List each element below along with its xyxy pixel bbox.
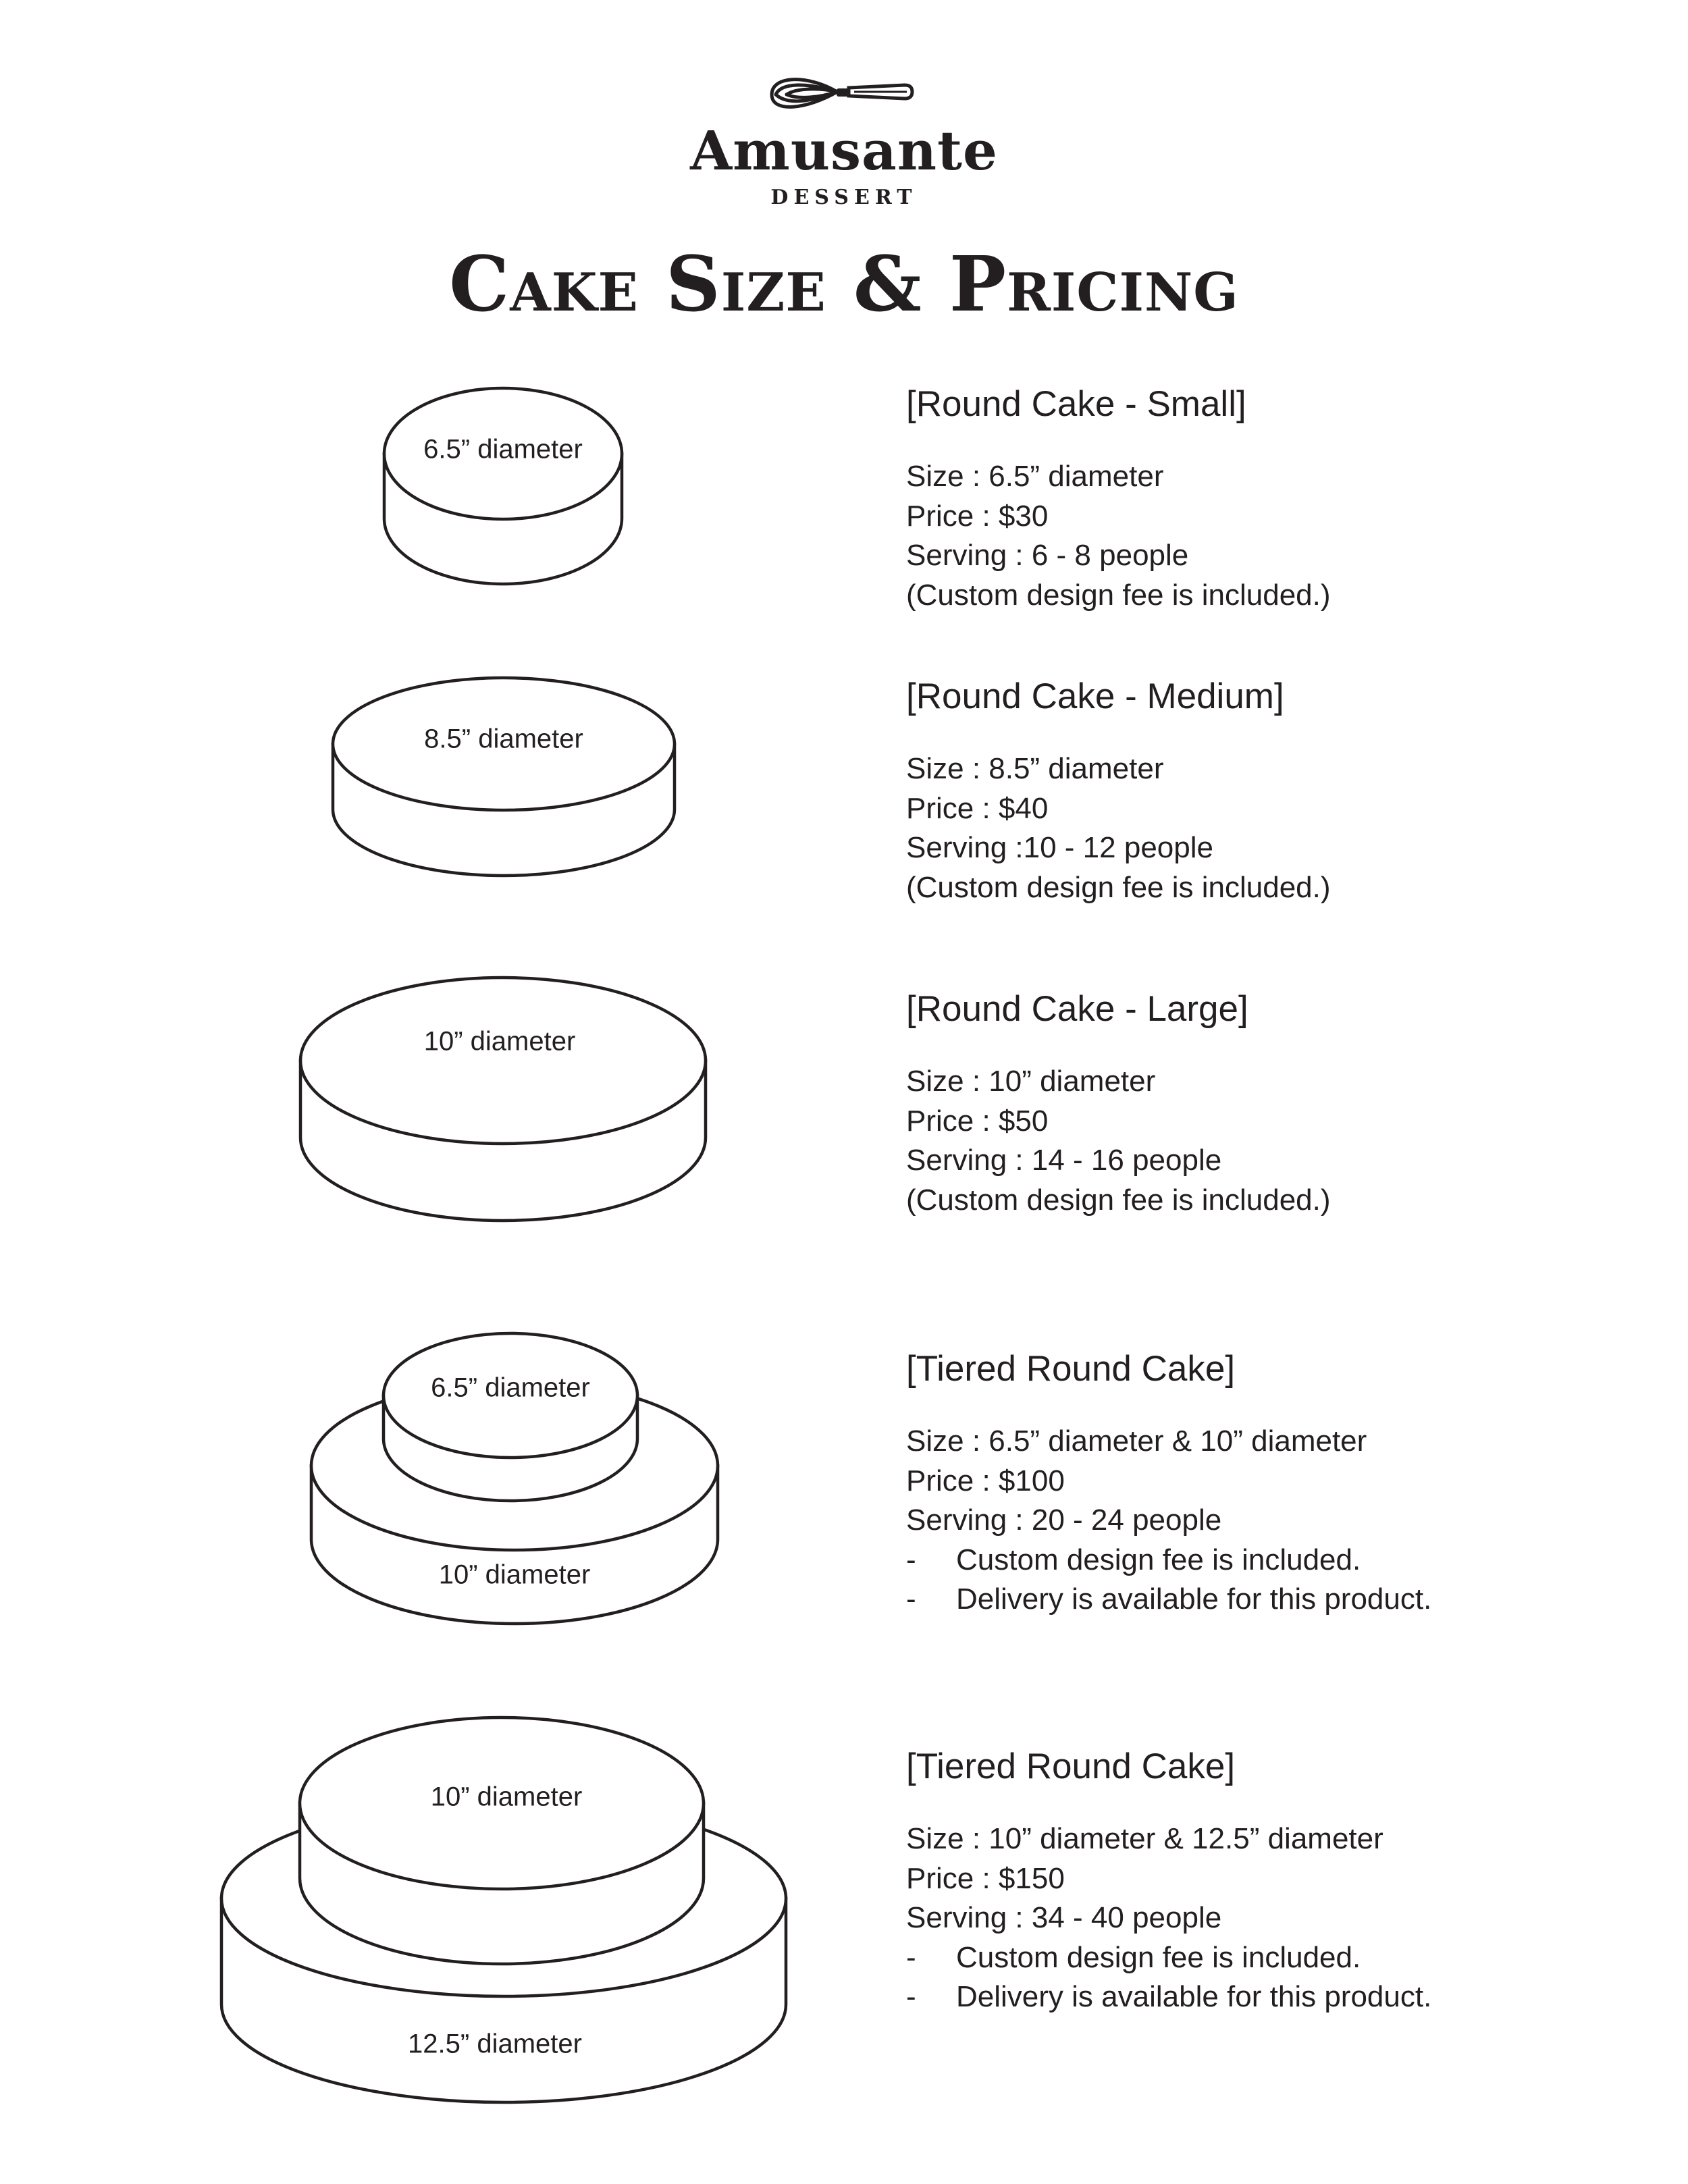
bullet-marker: - xyxy=(906,1543,916,1576)
page-title: Cake Size & Pricing xyxy=(449,240,1239,329)
cake-spec-note: (Custom design fee is included.) xyxy=(906,578,1331,612)
cake-spec-bullet-text: Delivery is available for this product. xyxy=(956,1582,1432,1616)
brand-subtitle: DESSERT xyxy=(770,186,918,209)
cake-spec-large xyxy=(906,991,1649,1220)
cake-spec-note: (Custom design fee is included.) xyxy=(906,1183,1331,1217)
cake-diagram-label: 12.5” diameter xyxy=(408,2029,582,2059)
bullet-marker: - xyxy=(906,1940,916,1974)
bullet-marker: - xyxy=(906,1980,916,2013)
cake-spec-note: (Custom design fee is included.) xyxy=(906,870,1331,904)
cake-spec-small xyxy=(906,386,1649,615)
cake-spec-bullet xyxy=(906,1977,1649,2017)
cake-spec-bullet-text: Custom design fee is included. xyxy=(956,1543,1361,1576)
cake-spec-bullet-text: Custom design fee is included. xyxy=(956,1940,1361,1974)
cake-diagram-label: 10” diameter xyxy=(423,1026,576,1057)
cake-diagram-tiered-large xyxy=(221,1717,786,2102)
cake-spec-title: [Round Cake - Small] xyxy=(906,384,1246,424)
cake-spec-size: Size : 10” diameter xyxy=(906,1065,1156,1098)
cake-diagram-label: 10” diameter xyxy=(430,1782,583,1812)
cake-spec-serving: Serving : 14 - 16 people xyxy=(906,1144,1222,1177)
cake-spec-serving: Serving : 6 - 8 people xyxy=(906,539,1189,572)
cake-spec-bullet xyxy=(906,1541,1649,1580)
cake-spec-price: Price : $100 xyxy=(906,1464,1065,1497)
brand-name: Amusante xyxy=(690,119,998,182)
cake-spec-bullet-text: Delivery is available for this product. xyxy=(956,1980,1432,2013)
cake-diagram-tiered-small xyxy=(311,1333,718,1624)
cake-spec-price: Price : $50 xyxy=(906,1104,1049,1138)
cake-spec-bullet xyxy=(906,1580,1649,1620)
cake-diagram-label: 8.5” diameter xyxy=(424,724,583,754)
cake-diagram-label: 6.5” diameter xyxy=(423,434,583,464)
cake-diagram-medium xyxy=(333,678,675,876)
cake-spec-title: [Tiered Round Cake] xyxy=(906,1349,1236,1389)
cake-spec-serving: Serving : 34 - 40 people xyxy=(906,1901,1222,1934)
cake-spec-tiered-large xyxy=(906,1749,1649,2017)
cake-spec-size: Size : 8.5” diameter xyxy=(906,752,1164,785)
bullet-marker: - xyxy=(906,1582,916,1616)
cake-spec-size: Size : 10” diameter & 12.5” diameter xyxy=(906,1822,1383,1855)
cake-spec-serving: Serving : 20 - 24 people xyxy=(906,1503,1222,1537)
cake-spec-price: Price : $150 xyxy=(906,1861,1065,1895)
cake-diagram-large xyxy=(300,978,706,1221)
cake-spec-size: Size : 6.5” diameter & 10” diameter xyxy=(906,1424,1367,1458)
cake-spec-bullet xyxy=(906,1938,1649,1978)
cake-diagram-small xyxy=(384,388,622,584)
cake-spec-tiered-small xyxy=(906,1351,1649,1620)
cake-spec-title: [Round Cake - Large] xyxy=(906,989,1248,1029)
cake-spec-title: [Round Cake - Medium] xyxy=(906,676,1284,716)
cake-spec-price: Price : $30 xyxy=(906,499,1049,533)
cake-diagram-label: 10” diameter xyxy=(438,1560,591,1590)
cake-spec-medium xyxy=(906,678,1649,907)
cake-spec-title: [Tiered Round Cake] xyxy=(906,1747,1236,1786)
cake-diagram-label: 6.5” diameter xyxy=(431,1373,590,1403)
cake-spec-size: Size : 6.5” diameter xyxy=(906,460,1164,493)
cake-spec-serving: Serving :10 - 12 people xyxy=(906,831,1213,864)
cake-spec-price: Price : $40 xyxy=(906,791,1049,825)
